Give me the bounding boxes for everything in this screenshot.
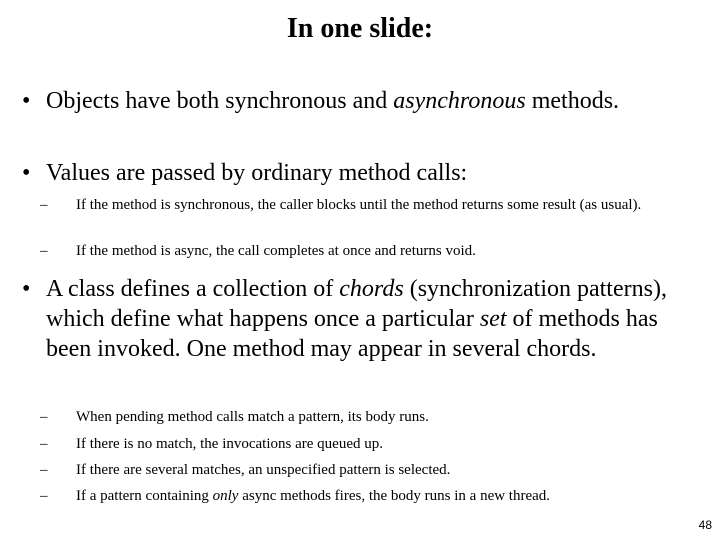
bullet-item (22, 158, 702, 188)
dash-icon: – (40, 436, 48, 452)
emphasis: chords (339, 276, 404, 302)
sub-bullet-item (40, 406, 700, 428)
sub-bullet-item (40, 240, 700, 262)
sub-bullet-text: If there is no match, the invocations are queued up. (76, 436, 383, 452)
slide-title: In one slide: (286, 13, 434, 44)
dash-icon: – (40, 243, 48, 259)
sub-bullet-text: If the method is synchronous, the caller blocks until the method returns some result (as usual). (76, 197, 642, 213)
bullet-icon: • (22, 276, 31, 302)
bullet-text: A class defines a collection of chords (synchronization patterns), which define what happens once a particular set of methods has been invoked. One method may appear in several chords. (46, 276, 667, 362)
bullet-icon: • (22, 88, 31, 114)
bullet-item (22, 274, 702, 364)
bullet-icon: • (22, 160, 31, 186)
emphasis: set (479, 306, 507, 332)
sub-bullet-item (40, 433, 700, 455)
bullet-item (22, 86, 702, 116)
sub-bullet-text: If a pattern containing only async methods fires, the body runs in a new thread. (76, 488, 551, 504)
sub-bullet-text: If the method is async, the call completes at once and returns void. (76, 243, 476, 259)
sub-bullet-item (40, 194, 700, 216)
bullet-text: Objects have both synchronous and asynchronous methods. (46, 88, 620, 114)
dash-icon: – (40, 197, 48, 213)
dash-icon: – (40, 488, 48, 504)
sub-bullet-item (40, 485, 700, 507)
page-number: 48 (698, 518, 712, 532)
dash-icon: – (40, 409, 48, 425)
emphasis: only (212, 488, 239, 504)
bullet-text: Values are passed by ordinary method calls: (46, 160, 468, 186)
sub-bullet-item (40, 459, 700, 481)
sub-bullet-text: When pending method calls match a pattern, its body runs. (76, 409, 429, 425)
dash-icon: – (40, 462, 48, 478)
emphasis: asynchronous (393, 88, 526, 114)
sub-bullet-text: If there are several matches, an unspecified pattern is selected. (76, 462, 451, 478)
